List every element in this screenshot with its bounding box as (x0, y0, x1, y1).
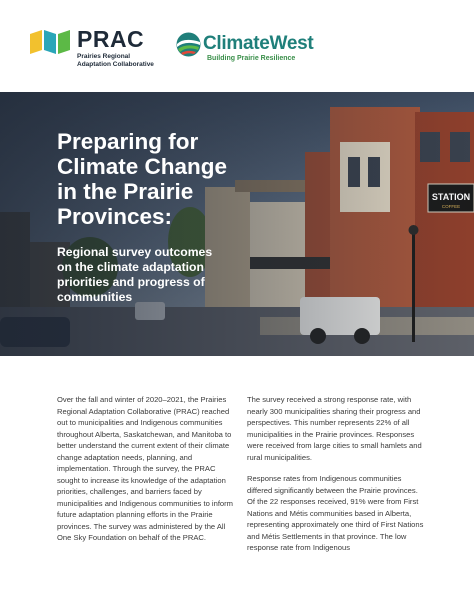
prac-logo-name: PRAC (77, 26, 145, 52)
intro-paragraph: Over the fall and winter of 2020–2021, the Prairies Regional Adaptation Collaborative (PRAC) reached out to municipalities and Indigenous communities throughout Alberta, Saskatchewan, and Manitoba to better understand the current extent of their climate change adaptation needs, planning, and implementation. Through the survey, the PRAC sought to increase its knowledge of the adaptation priorities, challenges, and barriers faced by municipalities and Indigenous communities to inform future adaptation planning efforts in the Prairie provinces. The survey was administered by the All One Sky Foundation on behalf of the PRAC. (57, 395, 234, 542)
body-left-column (57, 394, 235, 554)
climatewest-globe-icon (176, 32, 201, 57)
climatewest-logo (176, 31, 316, 69)
body-right-column (247, 394, 427, 564)
response-rate-paragraph: The survey received a strong response rate, with nearly 300 municipalities sharing their progress and perspectives. This number represents 22% of all municipalities in the Prairie provinces. Responses were received from large cities to small hamlets and rural municipalities. (247, 395, 422, 462)
prac-logo (30, 27, 160, 69)
hero-title: Preparing for Climate Change in the Prairie Provinces: (57, 129, 228, 229)
indigenous-response-paragraph: Response rates from Indigenous communities differed significantly between the Prairie provinces. Of the 22 responses received, 91% were from First Nations and Métis communities based in Alberta, representing approximately one third of First Nations and Métis Settlements in that province. The low response rate from Indigenous (247, 474, 424, 552)
page-header (0, 0, 474, 92)
climatewest-logo-name: ClimateWest (203, 33, 314, 54)
prac-logo-subtitle: Prairies Regional Adaptation Collaborative (77, 53, 154, 68)
hero-subtitle: Regional survey outcomes on the climate adaptation priorities and progress of communities (57, 245, 213, 304)
climatewest-tagline: Building Prairie Resilience (207, 55, 296, 62)
prac-logo-mark-icon (30, 30, 72, 54)
